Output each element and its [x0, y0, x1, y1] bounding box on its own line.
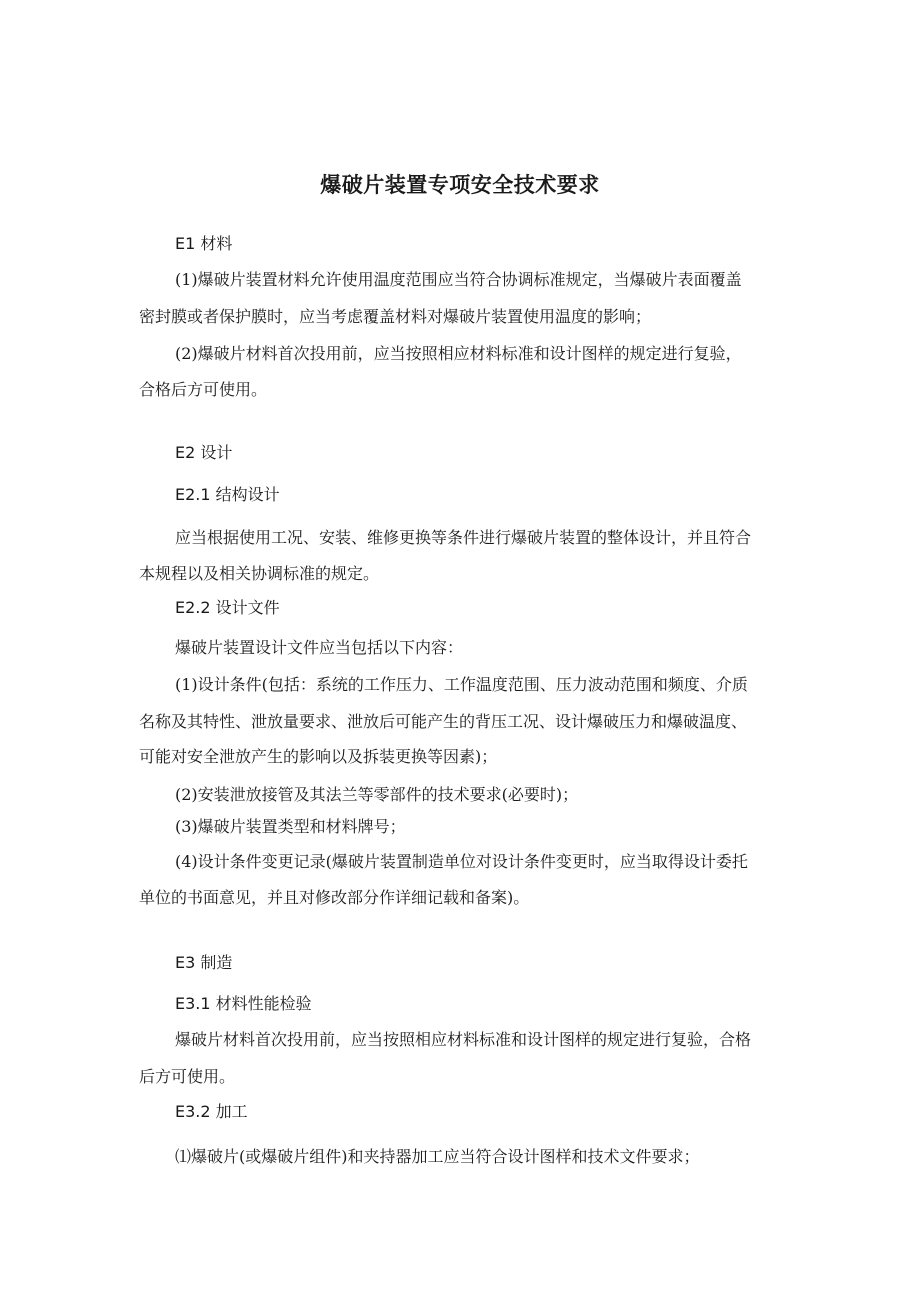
- paragraph-line: 名称及其特性、泄放量要求、泄放后可能产生的背压工况、设计爆破压力和爆破温度、: [139, 712, 748, 731]
- subsection-heading-e2-1: E2.1 结构设计: [175, 485, 280, 504]
- subsection-heading-e3-2: E3.2 加工: [175, 1102, 248, 1121]
- paragraph-line: (4)设计条件变更记录(爆破片装置制造单位对设计条件变更时，应当取得设计委托: [175, 852, 748, 871]
- paragraph-line: 单位的书面意见，并且对修改部分作详细记载和备案)。: [139, 888, 530, 907]
- paragraph-line: (2)爆破片材料首次投用前，应当按照相应材料标准和设计图样的规定进行复验，: [175, 344, 742, 363]
- paragraph-line: (1)设计条件(包括：系统的工作压力、工作温度范围、压力波动范围和频度、介质: [175, 675, 748, 694]
- paragraph-line: 应当根据使用工况、安装、维修更换等条件进行爆破片装置的整体设计，并且符合: [175, 528, 752, 547]
- subsection-heading-e2-2: E2.2 设计文件: [175, 598, 280, 617]
- paragraph-line: (2)安装泄放接管及其法兰等零部件的技术要求(必要时)；: [175, 785, 579, 804]
- document-title: 爆破片装置专项安全技术要求: [320, 173, 600, 197]
- paragraph-line: (3)爆破片装置类型和材料牌号；: [175, 817, 406, 836]
- paragraph-line: 爆破片材料首次投用前，应当按照相应材料标准和设计图样的规定进行复验，合格: [175, 1030, 752, 1049]
- paragraph-line: 本规程以及相关协调标准的规定。: [139, 564, 380, 583]
- subsection-heading-e3-1: E3.1 材料性能检验: [175, 994, 312, 1013]
- paragraph-line: ⑴爆破片(或爆破片组件)和夹持器加工应当符合设计图样和技术文件要求；: [175, 1147, 700, 1166]
- paragraph-line: 合格后方可使用。: [139, 380, 268, 399]
- section-heading-e2: E2 设计: [175, 443, 233, 462]
- section-heading-e3: E3 制造: [175, 953, 233, 972]
- section-heading-e1: E1 材料: [175, 234, 233, 253]
- paragraph-line: 后方可使用。: [139, 1067, 236, 1086]
- paragraph-line: 爆破片装置设计文件应当包括以下内容：: [175, 638, 464, 657]
- paragraph-line: 可能对安全泄放产生的影响以及拆装更换等因素)；: [139, 747, 498, 766]
- paragraph-line: (1)爆破片装置材料允许使用温度范围应当符合协调标准规定，当爆破片表面覆盖: [175, 270, 742, 289]
- paragraph-line: 密封膜或者保护膜时，应当考虑覆盖材料对爆破片装置使用温度的影响；: [139, 307, 652, 326]
